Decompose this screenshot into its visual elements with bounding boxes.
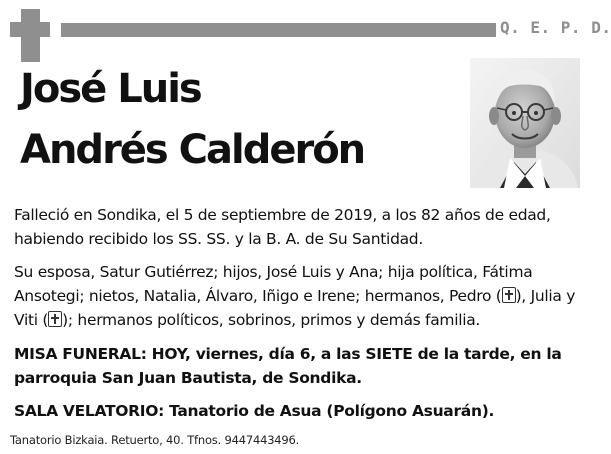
- deceased-name-line1: José Luis: [20, 66, 201, 112]
- header-cross-horizontal: [10, 22, 50, 37]
- funeral-mass-paragraph: MISA FUNERAL: HOY, viernes, día 6, a las SIETE de la tarde, en la parroquia San Juan Bautista, de Sondika.: [14, 345, 562, 387]
- wake-room-paragraph: SALA VELATORIO: Tanatorio de Asua (Polígono Asuarán).: [14, 402, 495, 420]
- death-notice-paragraph: Falleció en Sondika, el 5 de septiembre de 2019, a los 82 años de edad, habiendo recibido los SS. SS. y la B. A. de Su Santidad.: [14, 206, 551, 248]
- deceased-name-line2: Andrés Calderón: [20, 127, 365, 173]
- deceased-cross-icon: [502, 287, 516, 303]
- family-paragraph: [14, 260, 586, 332]
- deceased-cross-icon: [48, 311, 62, 327]
- deceased-portrait: [470, 58, 580, 188]
- qepd-label: Q. E. P. D.: [500, 18, 611, 37]
- header-rule: [61, 23, 496, 37]
- family-text-part3: ); hermanos políticos, sobrinos, primos y demás familia.: [62, 311, 481, 329]
- family-text-part1: Su esposa, Satur Gutiérrez; hijos, José Luis y Ana; hija política, Fátima Ansotegi; nietos, Natalia, Álvaro, Iñigo e Irene; hermanos, Pedro (: [14, 263, 533, 305]
- family-text-part2: ), Julia y Viti (: [14, 287, 576, 329]
- funeral-home-footer: Tanatorio Bizkaia. Retuerto, 40. Tfnos. 9447443496.: [10, 433, 300, 447]
